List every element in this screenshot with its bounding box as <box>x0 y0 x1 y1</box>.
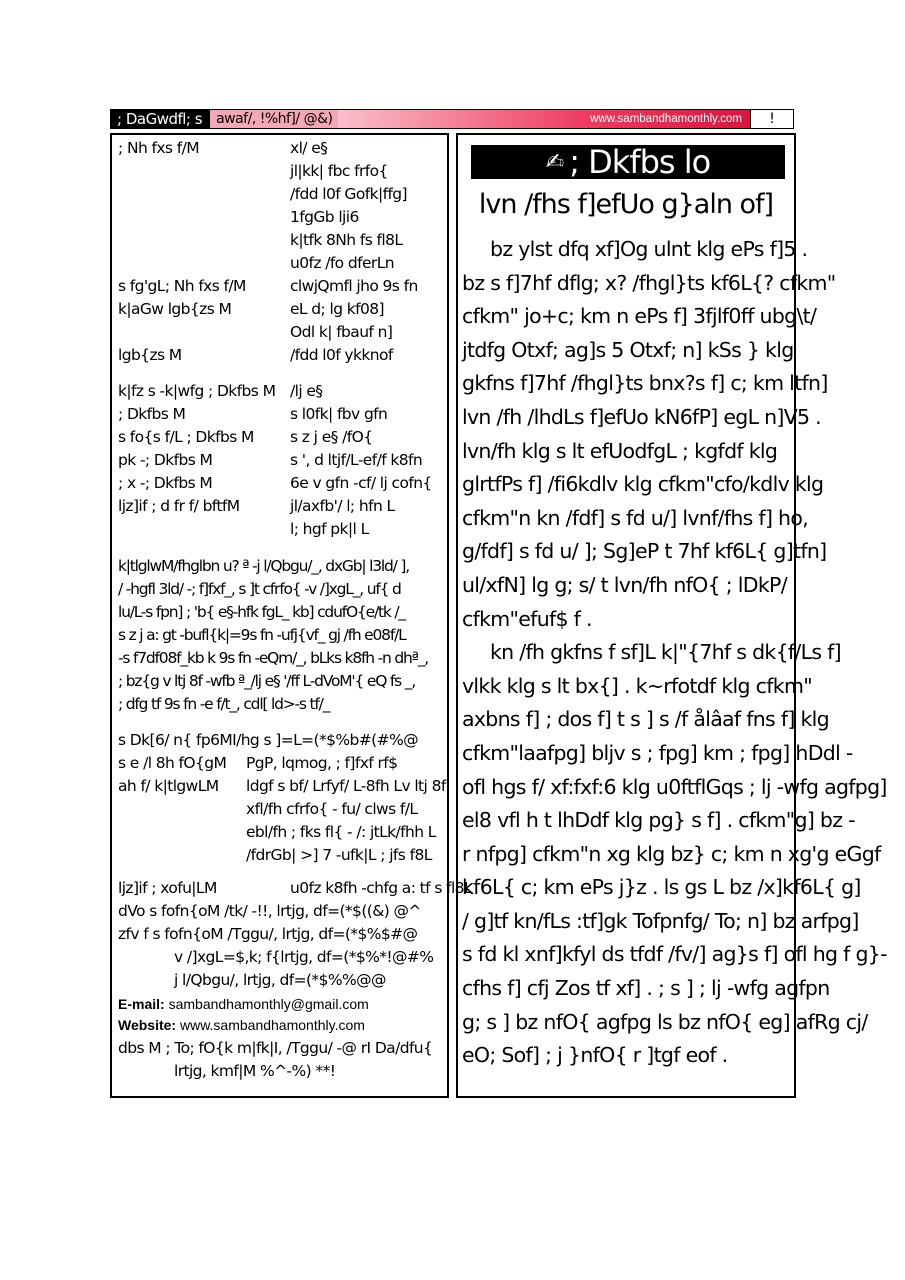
credit-label: ah f/ k|tlgwLM <box>118 777 219 795</box>
credit-row <box>118 877 472 900</box>
editorial-line: bz ylst dfq xf]Og ulnt klg ePs f]5 . <box>490 237 808 261</box>
paragraph-line: k|tlglwM/fhglbn u? ª -j l/Qbgu/_, dxGb| l3ld/ ], <box>118 557 409 575</box>
credit-row <box>118 969 446 992</box>
editorial-line: cfkm"efuf$ f . <box>462 606 592 631</box>
credit-row <box>118 426 446 449</box>
editorial-line: ofl hgs f/ xf:fxf:6 klg u0ftflGqs ; lj -wfg agfpg] <box>462 774 887 799</box>
editorial-line: cfkm"n kn /fdf] s fd u/] lvnf/fhs f] ho, <box>462 505 809 530</box>
magazine-title: ; DaGwdfl; s <box>111 110 210 128</box>
credit-label <box>118 798 246 821</box>
credit-label: ljz]if ; d fr f/ bftfM <box>118 497 240 515</box>
credit-label: k|fz s -k|wfg ; Dkfbs M <box>118 382 276 400</box>
paragraph-line: -s f7df08f_kb k 9s fn -eQm/_, bLks k8fh -n dhª_, <box>118 649 428 667</box>
credit-value: /fdd l0f Gofk|ffg] <box>290 185 407 203</box>
printer-contact-line: lrtjg, kmf|M %^-%) **! <box>174 1062 336 1080</box>
credit-row <box>118 495 446 518</box>
credit-row <box>118 900 446 923</box>
credit-label: ljz]if ; xofu|LM <box>118 879 217 897</box>
editorial-column <box>456 133 887 1098</box>
credit-value: /fdrGb| >] 7 -ufk|L ; jfs f8L <box>246 846 432 864</box>
editorial-line: lvn/fh klg s lt efUodfgL ; kgfdf klg <box>462 438 778 463</box>
credit-row <box>118 821 446 844</box>
credit-label: ; x -; Dkfbs M <box>118 474 213 492</box>
credit-value: dVo s fofn{oM /tk/ -!!, lrtjg, df=(*$((&) @^ <box>118 902 421 920</box>
paragraph-line: ; bz{g v ltj 8f -wfb ª_/lj e§ '/ff L-dVoM'{ eQ fs _, <box>118 672 416 690</box>
editorial-line: el8 vfl h t lhDdf klg pg} s f] . cfkm"g] bz - <box>462 808 855 833</box>
email-address[interactable]: sambandhamonthly@gmail.com <box>168 996 369 1012</box>
issue-date: awaf/, !%hf]/ @&) <box>210 110 338 128</box>
page-number: ! <box>750 110 793 128</box>
credit-row <box>118 137 446 160</box>
credit-label <box>118 844 246 867</box>
credit-label <box>118 821 246 844</box>
editorial-title: lvn /fhs f]efUo g}aln of] <box>478 189 774 220</box>
editorial-banner <box>471 145 785 179</box>
credit-label <box>118 321 290 344</box>
email-line <box>118 995 446 1014</box>
credit-value: /lj e§ <box>290 382 323 400</box>
editorial-line: jtdfg Otxf; ag]s 5 Otxf; n] kSs } klg <box>462 337 794 362</box>
credit-row <box>118 844 446 867</box>
editorial-line: vlkk klg s lt bx{] . k~rfotdf klg cfkm" <box>462 673 812 698</box>
credit-row <box>118 206 446 229</box>
credit-row <box>118 252 446 275</box>
editorial-line: gkfns f]7hf /fhgl}ts bnx?s f] c; km ltfn] <box>462 371 828 396</box>
contacts-list <box>118 877 472 992</box>
email-label: E-mail: <box>118 996 165 1012</box>
paragraph-line: ; dfg tf 9s fn -e f/t_, cdl[ ld>-s tf/_ <box>118 695 330 713</box>
editorial-line: bz s f]7hf dflg; x? /fhgl}ts kf6L{? cfkm" <box>462 270 836 295</box>
credit-value: k|tfk 8Nh fs fl8L <box>290 231 403 249</box>
editorial-line: r nfpg] cfkm"n xg klg bz} c; km n xg'g eGgf <box>462 841 881 866</box>
credit-label <box>118 160 290 183</box>
editorial-line: cfkm"laafpg] bljv s ; fpg] km ; fpg] hDdl - <box>462 740 853 765</box>
credit-row <box>118 160 446 183</box>
credit-value: s z j e§ /fO{ <box>290 428 373 446</box>
paragraph-line: s z j a: gt -bufl{k|=9s fn -ufj{vf_ gj /fh e08f/L <box>118 626 406 644</box>
editorial-line: axbns f] ; dos f] t s ] s /f ålâaf fns f] klg <box>462 707 829 732</box>
credit-value: jl/axfb'/ l; hfn L <box>290 497 395 515</box>
credit-row <box>118 380 446 403</box>
header-band <box>338 110 750 128</box>
credit-value: /fdd l0f ykknof <box>290 346 393 364</box>
credit-value: ldgf s bf/ Lrfyf/ L-8fh Lv ltj 8f <box>246 777 446 795</box>
credit-value: v /]xgL=$,k; f{lrtjg, df=(*$%*!@#% <box>174 948 434 966</box>
credit-label <box>118 183 290 206</box>
credit-value: clwjQmfl jho 9s fn <box>290 277 418 295</box>
credit-value: u0fz /fo dferLn <box>290 254 394 272</box>
credit-label: s e /l 8h fO{gM <box>118 754 227 772</box>
credit-value: j l/Qbgu/, lrtjg, df=(*$%%@@ <box>174 971 386 989</box>
credit-value: l; hgf pk|l L <box>290 520 369 538</box>
credit-label: lgb{zs M <box>118 346 182 364</box>
credit-value: u0fz k8fh -chfg a: tf s fl8L <box>290 879 472 897</box>
editorial-heading: ; Dkfbs lo <box>569 143 711 181</box>
editors-list <box>118 380 446 541</box>
credit-value: eL d; lg kf08] <box>290 300 384 318</box>
editorial-line: cfhs f] cfj Zos tf xf] . ; s ] ; lj -wfg agfpn <box>462 976 830 1001</box>
credit-row <box>118 344 446 367</box>
credit-value: s ', d ltjf/L-ef/f k8fn <box>290 451 423 469</box>
website-label: Website: <box>118 1017 177 1033</box>
representatives-paragraph <box>118 555 446 716</box>
credit-label <box>118 518 290 541</box>
paragraph-line: lu/L-s fpn] ; 'b{ e§-hfk fgL_ kb] cdufO{e/tk /_ <box>118 603 405 621</box>
credit-row <box>118 229 446 252</box>
credit-label: s fo{s f/L ; Dkfbs M <box>118 428 254 446</box>
credit-row <box>118 183 446 206</box>
credit-row <box>118 946 446 969</box>
credit-value: 1fgGb lji6 <box>290 208 359 226</box>
credit-row <box>118 449 446 472</box>
editorial-line: ul/xfN] lg g; s/ t lvn/fh nfO{ ; lDkP/ <box>462 572 787 597</box>
credit-value: Odl k| fbauf n] <box>290 323 393 341</box>
editorial-line: kn /fh gkfns f sf]L k|"{7hf s dk{f/Ls f] <box>490 640 841 665</box>
credit-value: xl/ e§ <box>290 139 328 157</box>
editorial-line: s fd kl xnf]kfyl ds tfdf /fv/] ag}s f] ofl hg f g}- <box>462 942 887 967</box>
credit-value: PgP, lqmog, ; f]fxf rf$ <box>246 754 398 772</box>
page-header <box>110 109 794 129</box>
credit-value: zfv f s fofn{oM /Tggu/, lrtjg, df=(*$%$#@ <box>118 925 418 943</box>
credit-value: 6e v gfn -cf/ lj cofn{ <box>290 474 432 492</box>
editorial-line: g/fdf] s fd u/ ]; Sg]eP t 7hf kf6L{ g]tfn] <box>462 539 827 564</box>
credit-label <box>118 206 290 229</box>
credit-row <box>118 923 446 946</box>
credit-row <box>118 321 446 344</box>
editorial-line: glrtfPs f] /fi6kdlv klg cfkm"cfo/kdlv klg <box>462 472 824 497</box>
credit-row <box>118 298 446 321</box>
credit-value: jl|kk| fbc frfo{ <box>290 162 388 180</box>
credit-label: s fg'gL; Nh fxs f/M <box>118 277 246 295</box>
editorial-body <box>462 233 887 1073</box>
website-line <box>118 1016 446 1035</box>
website-address[interactable]: www.sambandhamonthly.com <box>179 1017 365 1033</box>
header-website-link[interactable]: www.sambandhamonthly.com <box>590 113 742 125</box>
credit-row <box>118 403 446 426</box>
credit-row <box>118 729 446 752</box>
credit-label: s Dk[6/ n{ fp6MI/hg s ]=L=(*$%b#(#%@ <box>118 731 419 749</box>
editorial-line: g; s ] bz nfO{ agfpg ls bz nfO{ eg] afRg cj/ <box>462 1009 868 1034</box>
credit-label: ; Dkfbs M <box>118 405 186 423</box>
credit-label <box>118 229 290 252</box>
credit-row <box>118 775 446 798</box>
masthead-column <box>110 133 472 1098</box>
pen-nib-icon: ✍ <box>545 149 564 175</box>
editorial-line: eO; Sof] ; j }nfO{ r ]tgf eof . <box>462 1043 728 1068</box>
credit-row <box>118 752 446 775</box>
subscription-list <box>118 729 446 867</box>
credit-row <box>118 518 446 541</box>
printer-line: dbs M ; To; fO{k m|fk|I, /Tggu/ -@ rI Da/dfu{ <box>118 1039 433 1057</box>
paragraph-line: / -hgfl 3ld/ -; f]fxf_, s ]t cfrfo{ -v /]xgL_, uf{ d <box>118 580 401 598</box>
credit-label: k|aGw lgb{zs M <box>118 300 232 318</box>
credit-row <box>118 275 446 298</box>
credit-value: xfl/fh cfrfo{ - fu/ clws f/L <box>246 800 418 818</box>
credit-label: pk -; Dkfbs M <box>118 451 213 469</box>
credit-value: ebl/fh ; fks fl{ - /: jtLk/fhh L <box>246 823 436 841</box>
editorial-line: lvn /fh /lhdLs f]efUo kN6fP] egL n]V5 . <box>462 404 821 429</box>
credit-label <box>118 252 290 275</box>
editorial-line: kf6L{ c; km ePs j}z . ls gs L bz /x]kf6L{ g] <box>462 875 861 900</box>
credit-label: ; Nh fxs f/M <box>118 139 199 157</box>
credits-list <box>118 137 446 367</box>
editorial-line: / g]tf kn/fLs :tf]gk Tofpnfg/ To; n] bz arfpg] <box>462 908 859 933</box>
credit-row <box>118 798 446 821</box>
credit-value: s l0fk| fbv gfn <box>290 405 388 423</box>
credit-row <box>118 472 446 495</box>
editorial-line: cfkm" jo+c; km n ePs f] 3fjlf0ff ubg\t/ <box>462 304 817 329</box>
